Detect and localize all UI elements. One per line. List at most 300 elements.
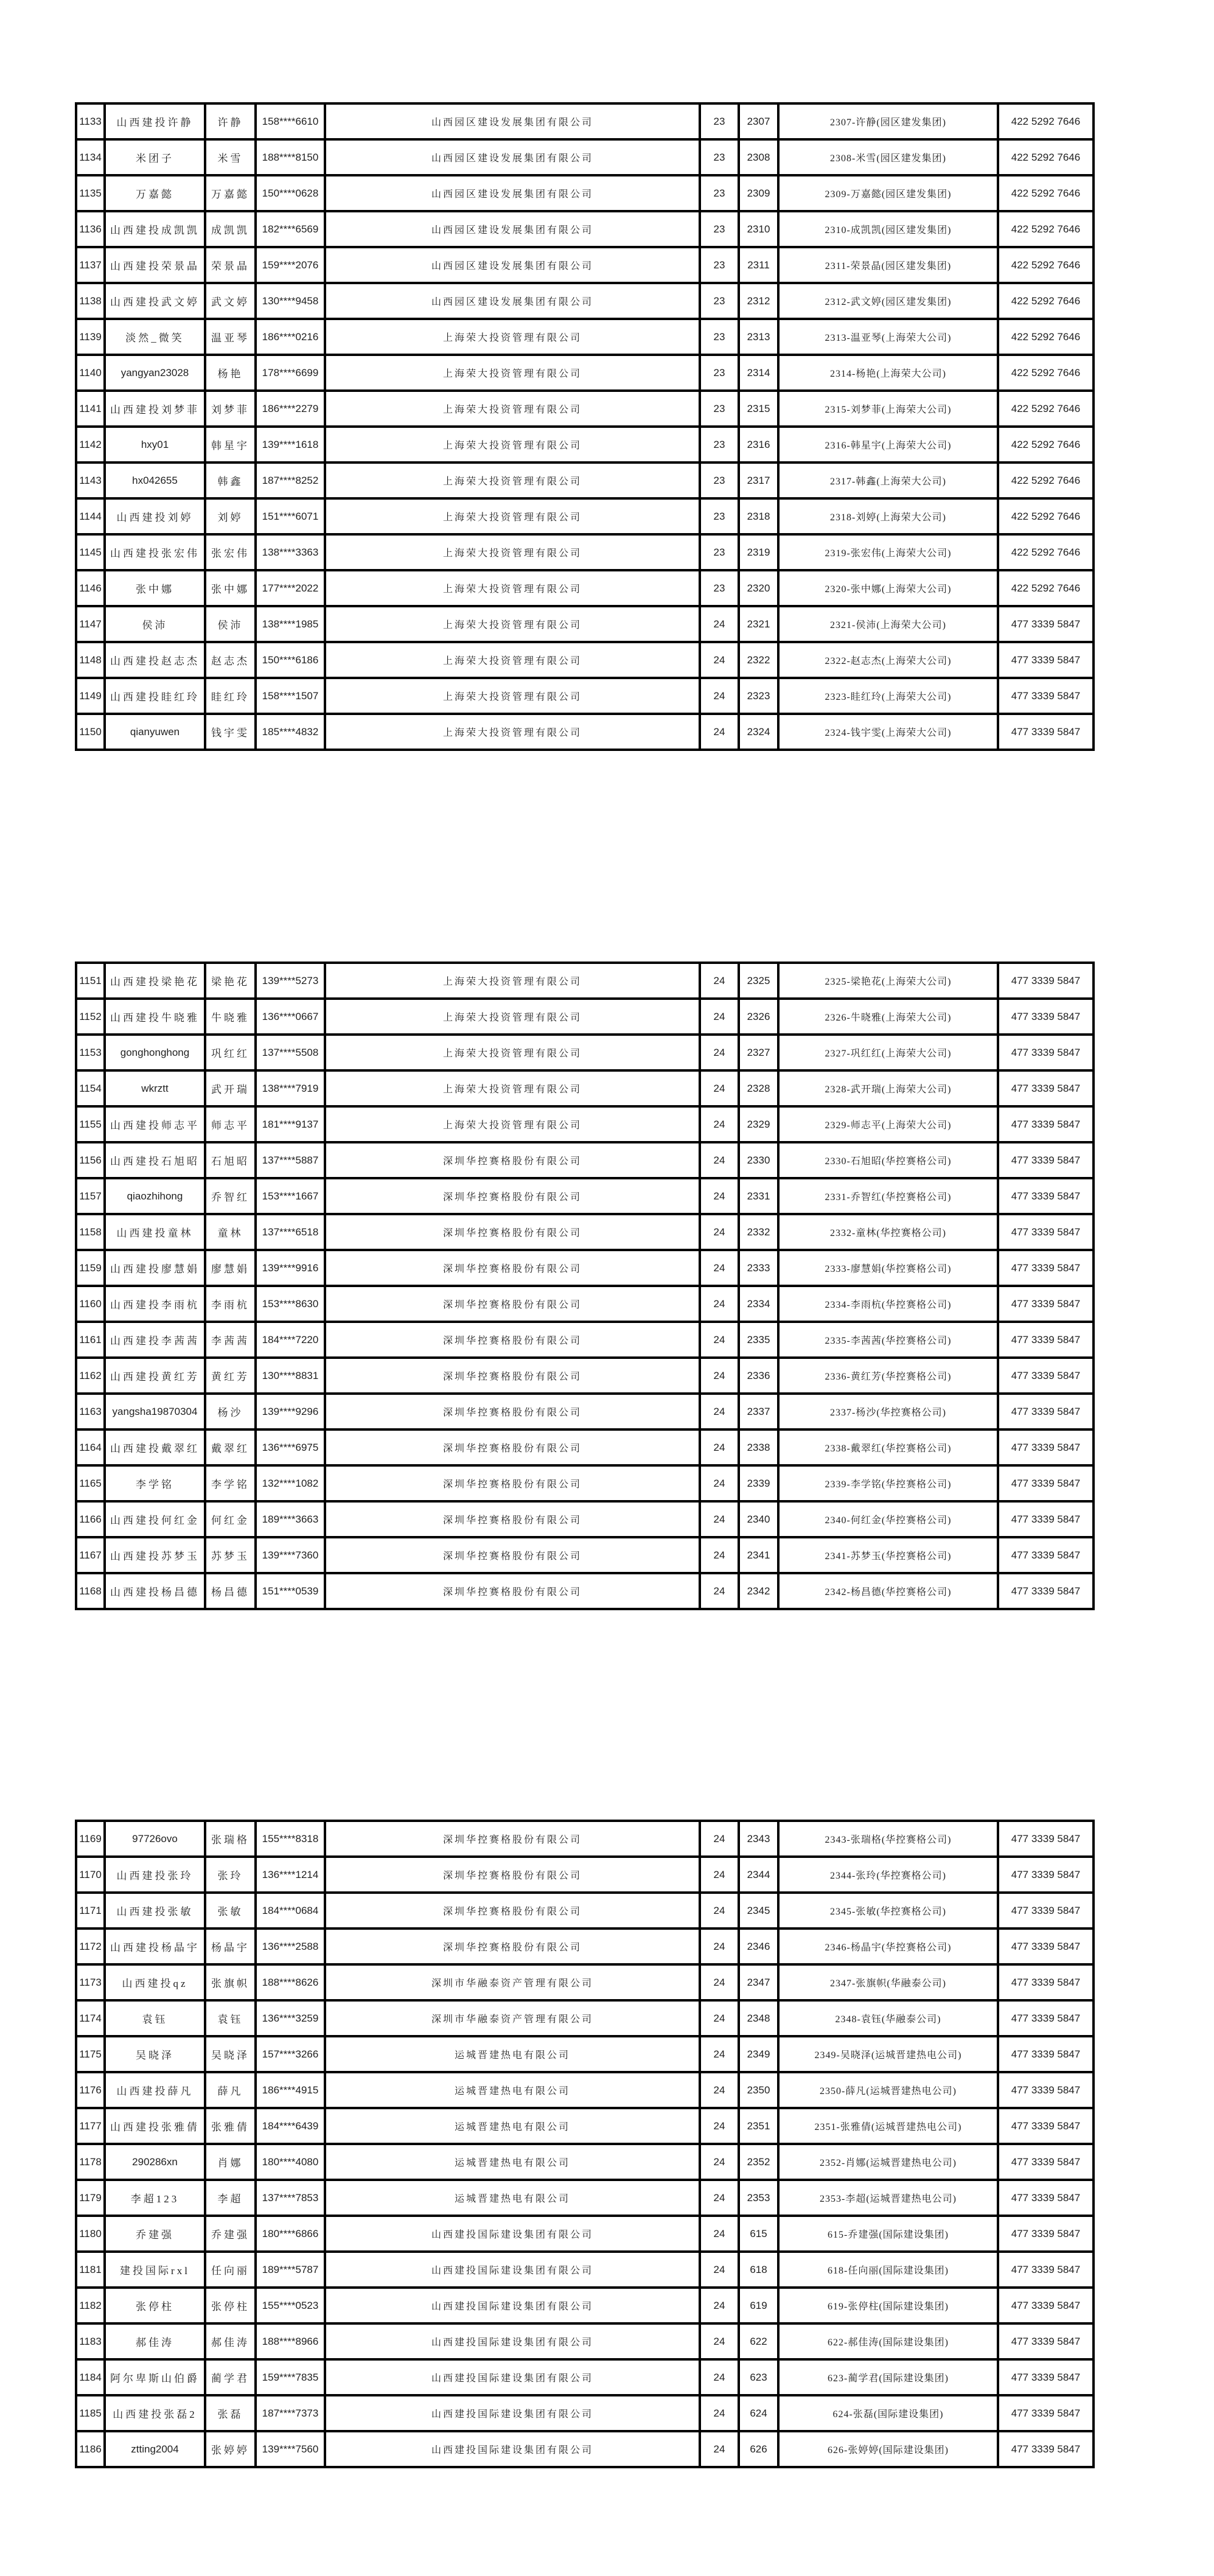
cell-id: 1146	[76, 570, 105, 606]
cell-seat-no: 2326	[739, 999, 778, 1035]
page-table-2	[75, 962, 1095, 1610]
table-row	[76, 2000, 1094, 2036]
cell-seat-no: 2346	[739, 1929, 778, 1964]
cell-group-no: 23	[700, 175, 739, 211]
cell-seat-label: 2348-袁钰(华融泰公司)	[778, 2000, 998, 2036]
cell-nickname: 山西建投眭红玲	[105, 678, 205, 714]
cell-phone: 139****7360	[256, 1537, 325, 1573]
cell-seat-label: 2315-刘梦菲(上海荣大公司)	[778, 391, 998, 427]
cell-company: 上海荣大投资管理有限公司	[325, 714, 700, 750]
cell-real-name: 李学铭	[205, 1465, 256, 1501]
cell-seat-no: 2336	[739, 1358, 778, 1394]
table-row	[76, 2072, 1094, 2108]
cell-phone: 150****0628	[256, 175, 325, 211]
cell-real-name: 郝佳涛	[205, 2323, 256, 2359]
table-row	[76, 1142, 1094, 1178]
table-row	[76, 2108, 1094, 2144]
cell-company: 深圳华控赛格股份有限公司	[325, 1893, 700, 1929]
cell-group-no: 24	[700, 1070, 739, 1106]
cell-nickname: 张停柱	[105, 2288, 205, 2323]
table-row	[76, 1857, 1094, 1893]
cell-seat-no: 2329	[739, 1106, 778, 1142]
cell-seat-label: 2316-韩星宇(上海荣大公司)	[778, 427, 998, 462]
cell-group-no: 24	[700, 606, 739, 642]
cell-seat-label: 2330-石旭昭(华控赛格公司)	[778, 1142, 998, 1178]
table-row	[76, 1501, 1094, 1537]
cell-seat-label: 2350-薛凡(运城晋建热电公司)	[778, 2072, 998, 2108]
cell-id: 1140	[76, 355, 105, 391]
cell-real-name: 武开瑞	[205, 1070, 256, 1106]
cell-seat-no: 2316	[739, 427, 778, 462]
cell-id: 1148	[76, 642, 105, 678]
cell-group-no: 24	[700, 1821, 739, 1857]
cell-company: 深圳华控赛格股份有限公司	[325, 1178, 700, 1214]
table-row	[76, 714, 1094, 750]
cell-group-no: 24	[700, 1250, 739, 1286]
cell-nickname: 山西建投廖慧娟	[105, 1250, 205, 1286]
cell-seat-label: 615-乔建强(国际建设集团)	[778, 2216, 998, 2252]
cell-real-name: 师志平	[205, 1106, 256, 1142]
cell-phone: 186****2279	[256, 391, 325, 427]
cell-seat-no: 623	[739, 2359, 778, 2395]
cell-nickname: 山西建投刘婷	[105, 498, 205, 534]
cell-seat-no: 2347	[739, 1964, 778, 2000]
cell-id: 1157	[76, 1178, 105, 1214]
cell-real-name: 蔺学君	[205, 2359, 256, 2395]
cell-group-no: 24	[700, 1178, 739, 1214]
table-row	[76, 2252, 1094, 2288]
page-table-3	[75, 1820, 1095, 2468]
cell-phone: 139****7560	[256, 2431, 325, 2467]
table-row	[76, 391, 1094, 427]
cell-phone: 188****8966	[256, 2323, 325, 2359]
cell-conference-number: 422 5292 7646	[998, 570, 1094, 606]
cell-company: 深圳华控赛格股份有限公司	[325, 1573, 700, 1609]
cell-phone: 155****0523	[256, 2288, 325, 2323]
cell-conference-number: 477 3339 5847	[998, 606, 1094, 642]
cell-real-name: 赵志杰	[205, 642, 256, 678]
cell-seat-label: 2327-巩红红(上海荣大公司)	[778, 1035, 998, 1070]
table-row	[76, 355, 1094, 391]
cell-company: 深圳华控赛格股份有限公司	[325, 1214, 700, 1250]
cell-company: 上海荣大投资管理有限公司	[325, 498, 700, 534]
cell-id: 1151	[76, 963, 105, 999]
cell-nickname: 山西建投许静	[105, 103, 205, 139]
cell-seat-no: 2352	[739, 2144, 778, 2180]
cell-conference-number: 422 5292 7646	[998, 355, 1094, 391]
cell-seat-label: 2322-赵志杰(上海荣大公司)	[778, 642, 998, 678]
cell-id: 1162	[76, 1358, 105, 1394]
table-row	[76, 2359, 1094, 2395]
cell-phone: 150****6186	[256, 642, 325, 678]
cell-company: 上海荣大投资管理有限公司	[325, 462, 700, 498]
cell-real-name: 黄红芳	[205, 1358, 256, 1394]
table-row	[76, 319, 1094, 355]
cell-company: 深圳华控赛格股份有限公司	[325, 1537, 700, 1573]
cell-id: 1175	[76, 2036, 105, 2072]
cell-id: 1170	[76, 1857, 105, 1893]
cell-id: 1133	[76, 103, 105, 139]
cell-id: 1155	[76, 1106, 105, 1142]
table-row	[76, 175, 1094, 211]
cell-group-no: 23	[700, 283, 739, 319]
cell-real-name: 荣景晶	[205, 247, 256, 283]
cell-conference-number: 422 5292 7646	[998, 462, 1094, 498]
cell-id: 1165	[76, 1465, 105, 1501]
cell-id: 1160	[76, 1286, 105, 1322]
cell-nickname: 山西建投李茜茜	[105, 1322, 205, 1358]
cell-phone: 136****3259	[256, 2000, 325, 2036]
cell-real-name: 巩红红	[205, 1035, 256, 1070]
cell-conference-number: 477 3339 5847	[998, 2180, 1094, 2216]
table-row	[76, 1893, 1094, 1929]
table-row	[76, 1178, 1094, 1214]
cell-real-name: 任向丽	[205, 2252, 256, 2288]
table-row	[76, 462, 1094, 498]
cell-nickname: 山西建投李雨杭	[105, 1286, 205, 1322]
cell-company: 上海荣大投资管理有限公司	[325, 319, 700, 355]
cell-company: 上海荣大投资管理有限公司	[325, 1106, 700, 1142]
cell-id: 1176	[76, 2072, 105, 2108]
cell-real-name: 张旗帜	[205, 1964, 256, 2000]
cell-conference-number: 477 3339 5847	[998, 1857, 1094, 1893]
cell-company: 深圳华控赛格股份有限公司	[325, 1857, 700, 1893]
cell-company: 上海荣大投资管理有限公司	[325, 999, 700, 1035]
cell-nickname: 阿尔卑斯山伯爵	[105, 2359, 205, 2395]
cell-real-name: 钱宇雯	[205, 714, 256, 750]
cell-company: 山西建投国际建设集团有限公司	[325, 2252, 700, 2288]
cell-company: 山西园区建设发展集团有限公司	[325, 247, 700, 283]
cell-phone: 130****8831	[256, 1358, 325, 1394]
cell-conference-number: 477 3339 5847	[998, 1501, 1094, 1537]
cell-company: 深圳华控赛格股份有限公司	[325, 1429, 700, 1465]
cell-group-no: 24	[700, 1394, 739, 1429]
cell-seat-no: 2324	[739, 714, 778, 750]
cell-id: 1171	[76, 1893, 105, 1929]
cell-conference-number: 477 3339 5847	[998, 2252, 1094, 2288]
cell-group-no: 24	[700, 2395, 739, 2431]
cell-phone: 187****7373	[256, 2395, 325, 2431]
cell-phone: 155****8318	[256, 1821, 325, 1857]
cell-id: 1143	[76, 462, 105, 498]
table-row	[76, 534, 1094, 570]
cell-nickname: 山西建投梁艳花	[105, 963, 205, 999]
cell-seat-label: 2351-张雅倩(运城晋建热电公司)	[778, 2108, 998, 2144]
cell-nickname: 山西建投石旭昭	[105, 1142, 205, 1178]
table-row	[76, 1106, 1094, 1142]
cell-id: 1185	[76, 2395, 105, 2431]
table-row	[76, 1214, 1094, 1250]
cell-phone: 137****5508	[256, 1035, 325, 1070]
cell-nickname: 山西建投荣景晶	[105, 247, 205, 283]
cell-group-no: 24	[700, 2108, 739, 2144]
cell-seat-no: 2349	[739, 2036, 778, 2072]
cell-real-name: 许静	[205, 103, 256, 139]
cell-group-no: 24	[700, 1573, 739, 1609]
cell-group-no: 24	[700, 1142, 739, 1178]
cell-seat-label: 2314-杨艳(上海荣大公司)	[778, 355, 998, 391]
cell-group-no: 23	[700, 211, 739, 247]
cell-phone: 185****4832	[256, 714, 325, 750]
table-row	[76, 678, 1094, 714]
cell-conference-number: 477 3339 5847	[998, 1322, 1094, 1358]
cell-phone: 184****0684	[256, 1893, 325, 1929]
cell-seat-no: 615	[739, 2216, 778, 2252]
table-row	[76, 2288, 1094, 2323]
cell-seat-label: 2336-黄红芳(华控赛格公司)	[778, 1358, 998, 1394]
cell-company: 山西园区建设发展集团有限公司	[325, 211, 700, 247]
cell-phone: 188****8150	[256, 139, 325, 175]
cell-group-no: 24	[700, 1929, 739, 1964]
cell-company: 深圳华控赛格股份有限公司	[325, 1465, 700, 1501]
cell-seat-label: 2308-米雪(园区建发集团)	[778, 139, 998, 175]
cell-seat-no: 2308	[739, 139, 778, 175]
cell-group-no: 24	[700, 1465, 739, 1501]
cell-real-name: 牛晓雅	[205, 999, 256, 1035]
cell-id: 1141	[76, 391, 105, 427]
cell-company: 深圳华控赛格股份有限公司	[325, 1358, 700, 1394]
cell-phone: 187****8252	[256, 462, 325, 498]
table-row	[76, 642, 1094, 678]
cell-real-name: 杨艳	[205, 355, 256, 391]
cell-real-name: 侯沛	[205, 606, 256, 642]
cell-phone: 188****8626	[256, 1964, 325, 2000]
cell-conference-number: 477 3339 5847	[998, 2144, 1094, 2180]
cell-group-no: 23	[700, 462, 739, 498]
cell-id: 1186	[76, 2431, 105, 2467]
cell-nickname: 山西建投戴翠红	[105, 1429, 205, 1465]
cell-seat-label: 2344-张玲(华控赛格公司)	[778, 1857, 998, 1893]
cell-seat-label: 626-张婷婷(国际建设集团)	[778, 2431, 998, 2467]
cell-seat-no: 624	[739, 2395, 778, 2431]
cell-seat-no: 2350	[739, 2072, 778, 2108]
cell-seat-label: 2346-杨晶宇(华控赛格公司)	[778, 1929, 998, 1964]
cell-phone: 136****0667	[256, 999, 325, 1035]
table-row	[76, 606, 1094, 642]
table-row	[76, 283, 1094, 319]
cell-conference-number: 477 3339 5847	[998, 1035, 1094, 1070]
cell-group-no: 24	[700, 1214, 739, 1250]
cell-conference-number: 477 3339 5847	[998, 1070, 1094, 1106]
cell-real-name: 杨沙	[205, 1394, 256, 1429]
cell-id: 1168	[76, 1573, 105, 1609]
cell-seat-label: 2335-李茜茜(华控赛格公司)	[778, 1322, 998, 1358]
cell-company: 深圳华控赛格股份有限公司	[325, 1286, 700, 1322]
cell-company: 运城晋建热电有限公司	[325, 2072, 700, 2108]
cell-nickname: 万嘉懿	[105, 175, 205, 211]
cell-conference-number: 422 5292 7646	[998, 247, 1094, 283]
cell-group-no: 24	[700, 2180, 739, 2216]
cell-real-name: 戴翠红	[205, 1429, 256, 1465]
cell-real-name: 乔智红	[205, 1178, 256, 1214]
cell-nickname: 山西建投张玲	[105, 1857, 205, 1893]
cell-conference-number: 422 5292 7646	[998, 391, 1094, 427]
cell-seat-no: 618	[739, 2252, 778, 2288]
cell-real-name: 张中娜	[205, 570, 256, 606]
cell-group-no: 23	[700, 534, 739, 570]
cell-phone: 181****9137	[256, 1106, 325, 1142]
cell-conference-number: 477 3339 5847	[998, 2216, 1094, 2252]
cell-real-name: 李茜茜	[205, 1322, 256, 1358]
cell-seat-no: 2319	[739, 534, 778, 570]
cell-company: 运城晋建热电有限公司	[325, 2180, 700, 2216]
cell-conference-number: 477 3339 5847	[998, 1821, 1094, 1857]
cell-real-name: 米雪	[205, 139, 256, 175]
cell-company: 上海荣大投资管理有限公司	[325, 678, 700, 714]
cell-seat-no: 2331	[739, 1178, 778, 1214]
table-row	[76, 1573, 1094, 1609]
cell-company: 运城晋建热电有限公司	[325, 2036, 700, 2072]
cell-seat-label: 2318-刘婷(上海荣大公司)	[778, 498, 998, 534]
table-row	[76, 2036, 1094, 2072]
cell-group-no: 24	[700, 2072, 739, 2108]
cell-group-no: 24	[700, 2000, 739, 2036]
cell-nickname: 山西建投张宏伟	[105, 534, 205, 570]
cell-company: 上海荣大投资管理有限公司	[325, 534, 700, 570]
cell-group-no: 24	[700, 714, 739, 750]
cell-seat-no: 2341	[739, 1537, 778, 1573]
cell-real-name: 廖慧娟	[205, 1250, 256, 1286]
cell-company: 上海荣大投资管理有限公司	[325, 570, 700, 606]
table-row	[76, 1429, 1094, 1465]
cell-company: 上海荣大投资管理有限公司	[325, 391, 700, 427]
cell-phone: 159****7835	[256, 2359, 325, 2395]
cell-phone: 138****3363	[256, 534, 325, 570]
cell-conference-number: 477 3339 5847	[998, 1893, 1094, 1929]
cell-nickname: ztting2004	[105, 2431, 205, 2467]
cell-nickname: 山西建投成凯凯	[105, 211, 205, 247]
cell-conference-number: 477 3339 5847	[998, 1929, 1094, 1964]
cell-seat-no: 2318	[739, 498, 778, 534]
cell-phone: 189****5787	[256, 2252, 325, 2288]
cell-seat-no: 2315	[739, 391, 778, 427]
cell-conference-number: 477 3339 5847	[998, 1573, 1094, 1609]
cell-group-no: 24	[700, 1106, 739, 1142]
cell-phone: 153****8630	[256, 1286, 325, 1322]
cell-id: 1158	[76, 1214, 105, 1250]
table-row	[76, 963, 1094, 999]
cell-nickname: 袁钰	[105, 2000, 205, 2036]
cell-phone: 159****2076	[256, 247, 325, 283]
cell-seat-label: 2307-许静(园区建发集团)	[778, 103, 998, 139]
cell-company: 上海荣大投资管理有限公司	[325, 1035, 700, 1070]
cell-group-no: 23	[700, 103, 739, 139]
cell-nickname: 山西建投何红金	[105, 1501, 205, 1537]
cell-seat-no: 626	[739, 2431, 778, 2467]
cell-conference-number: 477 3339 5847	[998, 2000, 1094, 2036]
cell-real-name: 武文婷	[205, 283, 256, 319]
cell-conference-number: 477 3339 5847	[998, 1964, 1094, 2000]
cell-seat-no: 2348	[739, 2000, 778, 2036]
cell-seat-label: 2342-杨昌德(华控赛格公司)	[778, 1573, 998, 1609]
table-row	[76, 2216, 1094, 2252]
cell-seat-label: 2321-侯沛(上海荣大公司)	[778, 606, 998, 642]
cell-company: 上海荣大投资管理有限公司	[325, 642, 700, 678]
cell-company: 深圳华控赛格股份有限公司	[325, 1394, 700, 1429]
cell-group-no: 24	[700, 1893, 739, 1929]
cell-seat-no: 2320	[739, 570, 778, 606]
cell-seat-no: 2344	[739, 1857, 778, 1893]
cell-group-no: 24	[700, 2288, 739, 2323]
cell-seat-no: 2323	[739, 678, 778, 714]
cell-id: 1173	[76, 1964, 105, 2000]
cell-id: 1137	[76, 247, 105, 283]
cell-conference-number: 477 3339 5847	[998, 999, 1094, 1035]
cell-real-name: 张敏	[205, 1893, 256, 1929]
table-row	[76, 247, 1094, 283]
table-row	[76, 570, 1094, 606]
cell-id: 1169	[76, 1821, 105, 1857]
cell-nickname: 97726ovo	[105, 1821, 205, 1857]
cell-nickname: hxy01	[105, 427, 205, 462]
cell-id: 1183	[76, 2323, 105, 2359]
cell-phone: 136****6975	[256, 1429, 325, 1465]
table-row	[76, 103, 1094, 139]
page-table-1	[75, 102, 1095, 751]
cell-seat-no: 2310	[739, 211, 778, 247]
cell-conference-number: 477 3339 5847	[998, 1394, 1094, 1429]
cell-seat-no: 2353	[739, 2180, 778, 2216]
cell-conference-number: 477 3339 5847	[998, 2359, 1094, 2395]
cell-conference-number: 422 5292 7646	[998, 498, 1094, 534]
cell-id: 1139	[76, 319, 105, 355]
cell-real-name: 童林	[205, 1214, 256, 1250]
cell-seat-label: 2345-张敏(华控赛格公司)	[778, 1893, 998, 1929]
cell-phone: 137****7853	[256, 2180, 325, 2216]
cell-conference-number: 422 5292 7646	[998, 534, 1094, 570]
cell-conference-number: 477 3339 5847	[998, 1178, 1094, 1214]
cell-group-no: 24	[700, 678, 739, 714]
cell-conference-number: 477 3339 5847	[998, 1465, 1094, 1501]
cell-seat-label: 2349-吴晓泽(运城晋建热电公司)	[778, 2036, 998, 2072]
cell-group-no: 24	[700, 2359, 739, 2395]
cell-phone: 177****2022	[256, 570, 325, 606]
cell-seat-no: 2340	[739, 1501, 778, 1537]
cell-group-no: 24	[700, 1429, 739, 1465]
cell-seat-label: 2340-何红金(华控赛格公司)	[778, 1501, 998, 1537]
cell-conference-number: 477 3339 5847	[998, 2288, 1094, 2323]
cell-conference-number: 477 3339 5847	[998, 2395, 1094, 2431]
cell-id: 1166	[76, 1501, 105, 1537]
cell-phone: 184****6439	[256, 2108, 325, 2144]
cell-conference-number: 477 3339 5847	[998, 1106, 1094, 1142]
cell-id: 1135	[76, 175, 105, 211]
cell-real-name: 成凯凯	[205, 211, 256, 247]
cell-seat-label: 618-任向丽(国际建设集团)	[778, 2252, 998, 2288]
cell-conference-number: 477 3339 5847	[998, 963, 1094, 999]
cell-nickname: 乔建强	[105, 2216, 205, 2252]
table-row	[76, 999, 1094, 1035]
cell-phone: 136****1214	[256, 1857, 325, 1893]
cell-seat-label: 624-张磊(国际建设集团)	[778, 2395, 998, 2431]
cell-seat-label: 2333-廖慧娟(华控赛格公司)	[778, 1250, 998, 1286]
cell-phone: 132****1082	[256, 1465, 325, 1501]
cell-real-name: 何红金	[205, 1501, 256, 1537]
cell-company: 深圳华控赛格股份有限公司	[325, 1250, 700, 1286]
cell-conference-number: 477 3339 5847	[998, 1286, 1094, 1322]
cell-id: 1178	[76, 2144, 105, 2180]
cell-phone: 137****6518	[256, 1214, 325, 1250]
cell-real-name: 张婷婷	[205, 2431, 256, 2467]
cell-seat-no: 2321	[739, 606, 778, 642]
cell-id: 1134	[76, 139, 105, 175]
cell-id: 1181	[76, 2252, 105, 2288]
cell-seat-label: 2311-荣景晶(园区建发集团)	[778, 247, 998, 283]
cell-nickname: 淡然_微笑	[105, 319, 205, 355]
cell-seat-no: 2322	[739, 642, 778, 678]
cell-group-no: 23	[700, 391, 739, 427]
table-row	[76, 1394, 1094, 1429]
